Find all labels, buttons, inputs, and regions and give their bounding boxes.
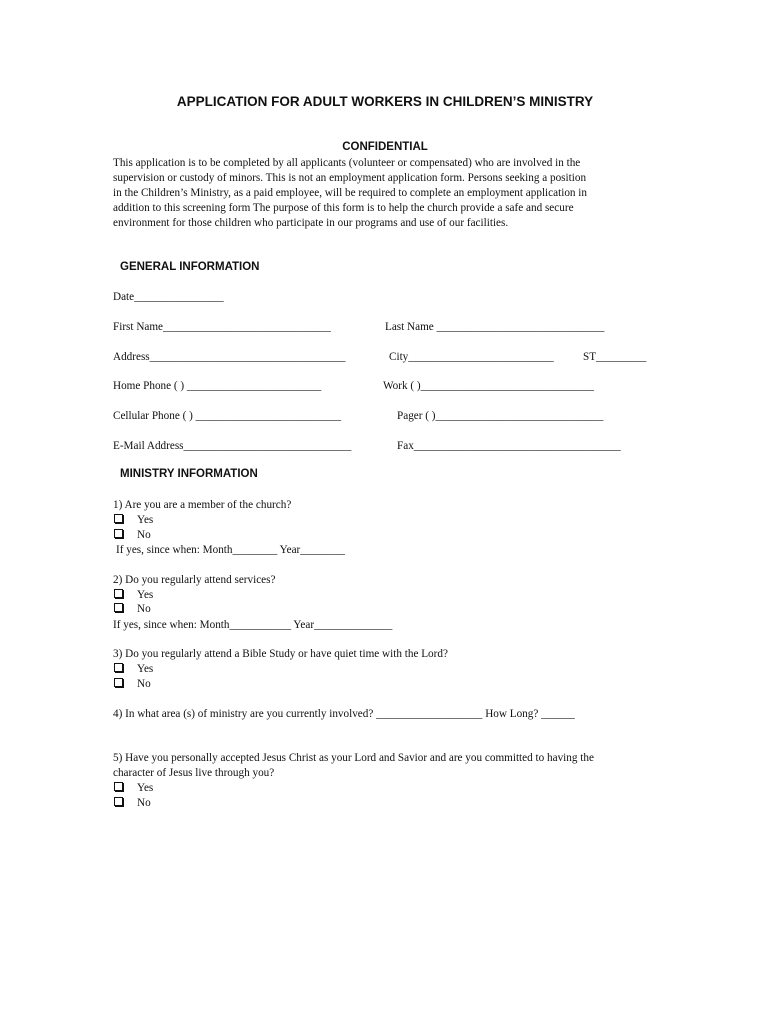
question-4-field[interactable]: 4) In what area (s) of ministry are you currently involved? ___________________ How Long? ______ (113, 708, 575, 720)
checkbox-icon[interactable] (114, 603, 123, 612)
confidential-heading: CONFIDENTIAL (342, 141, 428, 153)
city-field[interactable]: City__________________________ (389, 351, 554, 363)
q5-yes-option[interactable] (113, 782, 153, 794)
last-name-field[interactable]: Last Name ______________________________ (385, 321, 605, 333)
checkbox-icon[interactable] (114, 589, 123, 598)
home-phone-field[interactable]: Home Phone ( ) ________________________ (113, 380, 322, 392)
intro-paragraph (113, 156, 657, 231)
question-2: 2) Do you regularly attend services? (113, 574, 276, 586)
checkbox-icon[interactable] (114, 797, 123, 806)
option-label: No (137, 797, 151, 809)
checkbox-icon[interactable] (114, 678, 123, 687)
q5-no-option[interactable] (113, 797, 151, 809)
option-label: No (137, 678, 151, 690)
email-field[interactable]: E-Mail Address______________________________ (113, 440, 352, 452)
fax-field[interactable]: Fax_____________________________________ (397, 440, 621, 452)
option-label: Yes (137, 514, 154, 526)
option-label: Yes (137, 782, 154, 794)
q1-no-option[interactable] (113, 529, 151, 541)
intro-line: addition to this screening form The purpose of this form is to help the church provide a safe and secure (113, 202, 574, 215)
q2-yes-option[interactable] (113, 589, 153, 601)
question-5-cont: character of Jesus live through you? (113, 767, 275, 779)
q3-yes-option[interactable] (113, 663, 153, 675)
q1-since-field[interactable]: If yes, since when: Month________ Year________ (116, 544, 346, 556)
state-field[interactable]: ST_________ (583, 351, 647, 363)
q1-yes-option[interactable] (113, 514, 153, 526)
option-label: No (137, 529, 151, 541)
question-1: 1) Are you are a member of the church? (113, 499, 292, 511)
intro-line: This application is to be completed by all applicants (volunteer or compensated) who are involved in the (113, 157, 581, 169)
general-info-heading: GENERAL INFORMATION (120, 261, 260, 273)
intro-line: supervision or custody of minors. This is not an employment application form. Persons seeking a position (113, 172, 587, 185)
checkbox-icon[interactable] (114, 782, 123, 791)
address-field[interactable]: Address___________________________________ (113, 351, 346, 363)
intro-line: in the Children’s Ministry, as a paid employee, will be required to complete an employment application in (113, 187, 588, 200)
ministry-info-heading: MINISTRY INFORMATION (120, 468, 258, 480)
checkbox-icon[interactable] (114, 663, 123, 672)
date-field[interactable]: Date________________ (113, 291, 224, 303)
pager-field[interactable]: Pager ( )______________________________ (397, 410, 604, 422)
option-label: No (137, 603, 151, 615)
work-phone-field[interactable]: Work ( )_______________________________ (383, 380, 595, 392)
first-name-field[interactable]: First Name______________________________ (113, 321, 331, 333)
option-label: Yes (137, 589, 154, 601)
cell-phone-field[interactable]: Cellular Phone ( ) __________________________ (113, 410, 342, 422)
intro-line: environment for those children who participate in our programs and use of our facilities. (113, 217, 509, 230)
form-title: APPLICATION FOR ADULT WORKERS IN CHILDREN’S MINISTRY (176, 94, 594, 109)
q2-no-option[interactable] (113, 603, 151, 615)
q2-since-field[interactable]: If yes, since when: Month___________ Year______________ (113, 619, 393, 631)
q3-no-option[interactable] (113, 678, 151, 690)
checkbox-icon[interactable] (114, 514, 123, 523)
checkbox-icon[interactable] (114, 529, 123, 538)
question-5: 5) Have you personally accepted Jesus Christ as your Lord and Savior and are you committed to having the (113, 752, 594, 764)
question-3: 3) Do you regularly attend a Bible Study or have quiet time with the Lord? (113, 648, 448, 660)
option-label: Yes (137, 663, 154, 675)
